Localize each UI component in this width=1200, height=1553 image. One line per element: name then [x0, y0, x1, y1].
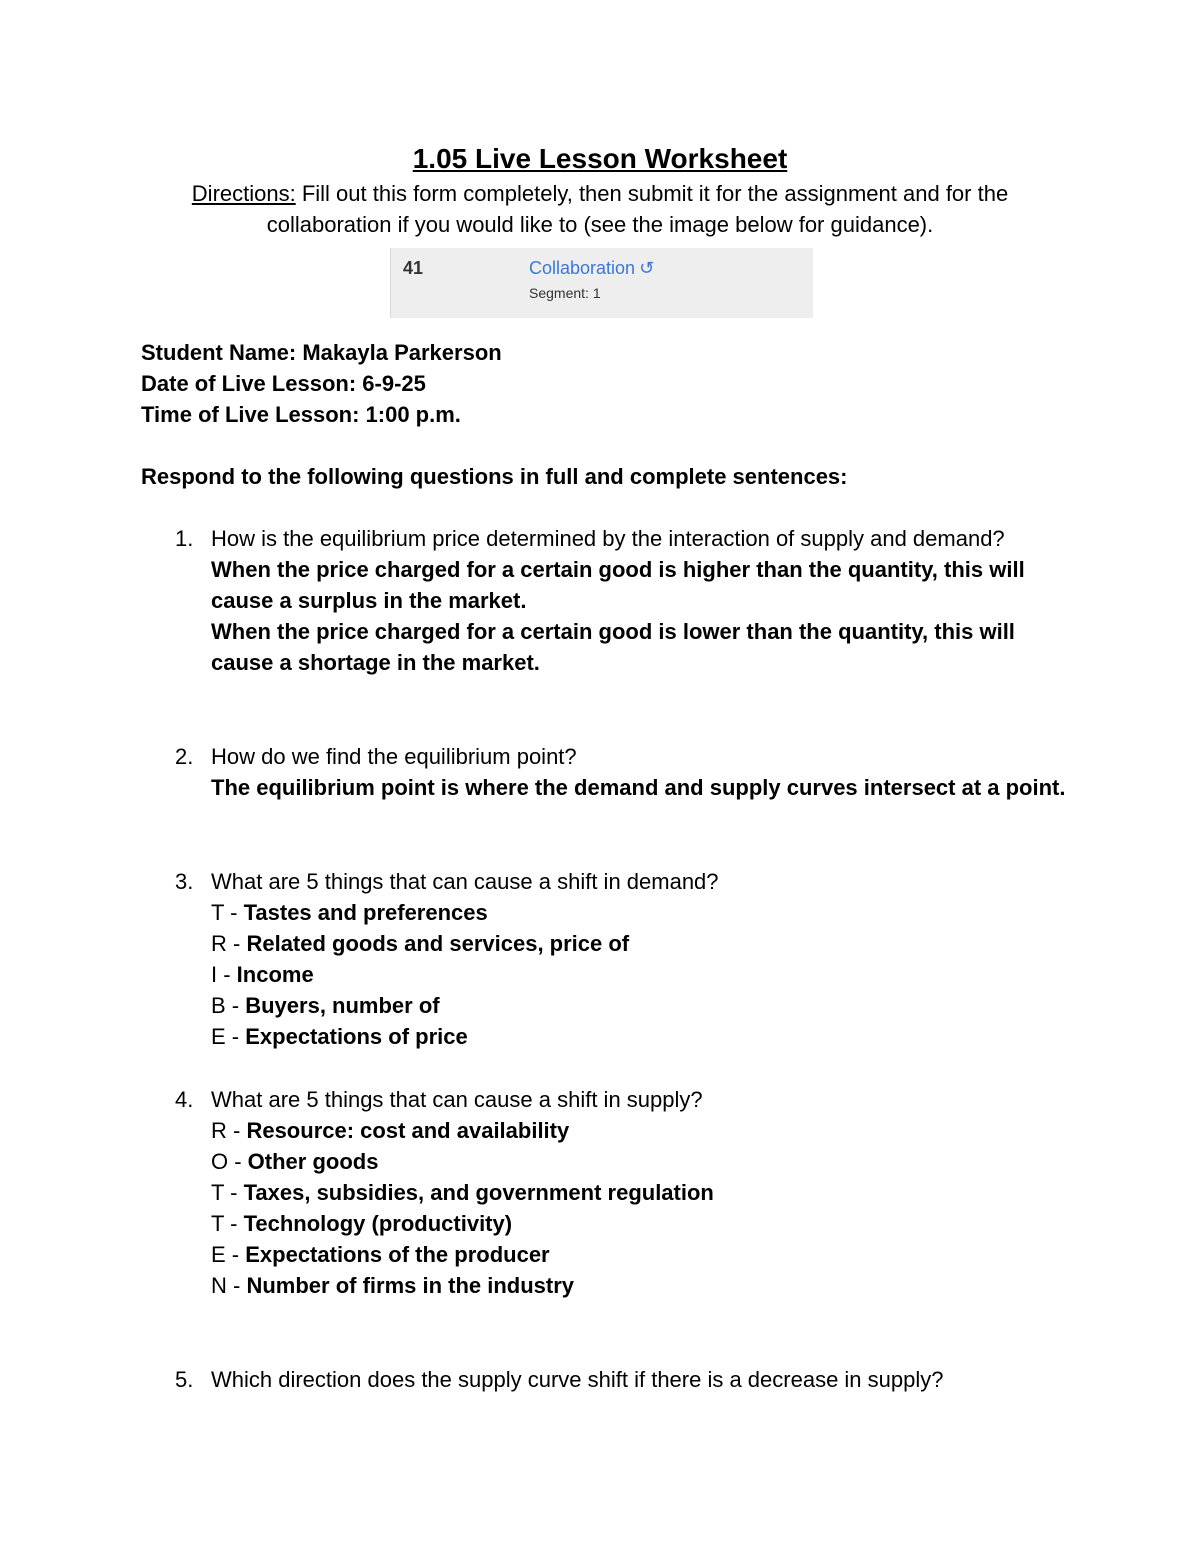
lesson-date: Date of Live Lesson: 6-9-25	[141, 371, 426, 396]
item-letter: T -	[211, 1180, 244, 1205]
list-item	[211, 1021, 1075, 1052]
list-item	[211, 959, 1075, 990]
list-item	[211, 1146, 1075, 1177]
question-text: Which direction does the supply curve shift if there is a decrease in supply?	[211, 1367, 944, 1392]
answer-text: When the price charged for a certain good is lower than the quantity, this will cause a shortage in the market.	[211, 619, 1015, 675]
directions-label: Directions:	[191, 181, 296, 206]
item-text: Expectations of the producer	[245, 1242, 550, 1267]
lesson-time: Time of Live Lesson: 1:00 p.m.	[141, 402, 461, 427]
question-5	[175, 1364, 1075, 1395]
collaboration-screenshot	[390, 248, 813, 318]
item-text: Other goods	[247, 1149, 379, 1174]
page-title: 1.05 Live Lesson Worksheet	[412, 143, 788, 174]
question-number: 4.	[175, 1087, 194, 1112]
list-item	[211, 1239, 1075, 1270]
question-1	[175, 523, 1075, 678]
item-letter: T -	[211, 900, 244, 925]
collab-link	[529, 258, 654, 279]
question-text: What are 5 things that can cause a shift in supply?	[211, 1087, 703, 1112]
item-letter: T -	[211, 1211, 244, 1236]
question-number: 3.	[175, 869, 194, 894]
question-2	[175, 741, 1075, 803]
list-item	[211, 1115, 1075, 1146]
refresh-icon: ↺	[639, 258, 655, 278]
list-item	[211, 1177, 1075, 1208]
question-3	[175, 866, 1075, 1052]
item-text: Related goods and services, price of	[246, 931, 630, 956]
collab-segment: Segment: 1	[529, 285, 601, 301]
question-text: How do we find the equilibrium point?	[211, 744, 577, 769]
item-letter: E -	[211, 1242, 246, 1267]
collab-link-label: Collaboration	[529, 258, 636, 278]
question-4	[175, 1084, 1075, 1301]
item-letter: I -	[211, 962, 237, 987]
list-item	[211, 897, 1075, 928]
question-text: What are 5 things that can cause a shift in demand?	[211, 869, 719, 894]
student-name: Student Name: Makayla Parkerson	[141, 340, 502, 365]
item-text: Taxes, subsidies, and government regulation	[243, 1180, 714, 1205]
item-text: Technology (productivity)	[243, 1211, 513, 1236]
collab-number: 41	[403, 258, 424, 278]
question-text: How is the equilibrium price determined by the interaction of supply and demand?	[211, 526, 1005, 551]
item-letter: O -	[211, 1149, 248, 1174]
instructions-prompt: Respond to the following questions in full and complete sentences:	[141, 464, 848, 489]
item-text: Resource: cost and availability	[246, 1118, 570, 1143]
answer-text: The equilibrium point is where the demand and supply curves intersect at a point.	[211, 775, 1066, 800]
list-item	[211, 1270, 1075, 1301]
directions	[130, 178, 1070, 240]
answer-text: When the price charged for a certain good is higher than the quantity, this will cause a surplus in the market.	[211, 557, 1025, 613]
item-text: Number of firms in the industry	[246, 1273, 575, 1298]
item-text: Income	[236, 962, 314, 987]
item-text: Tastes and preferences	[243, 900, 488, 925]
question-number: 5.	[175, 1367, 194, 1392]
item-letter: R -	[211, 1118, 247, 1143]
list-item	[211, 928, 1075, 959]
list-item	[211, 990, 1075, 1021]
item-letter: R -	[211, 931, 247, 956]
item-text: Buyers, number of	[245, 993, 440, 1018]
list-item	[211, 1208, 1075, 1239]
question-number: 2.	[175, 744, 194, 769]
question-number: 1.	[175, 526, 194, 551]
item-letter: B -	[211, 993, 246, 1018]
directions-text: Fill out this form completely, then submit it for the assignment and for the collaboration if you would like to (see the image below for guidance).	[266, 181, 1009, 237]
item-text: Expectations of price	[245, 1024, 468, 1049]
item-letter: E -	[211, 1024, 246, 1049]
student-info	[141, 337, 502, 430]
item-letter: N -	[211, 1273, 247, 1298]
